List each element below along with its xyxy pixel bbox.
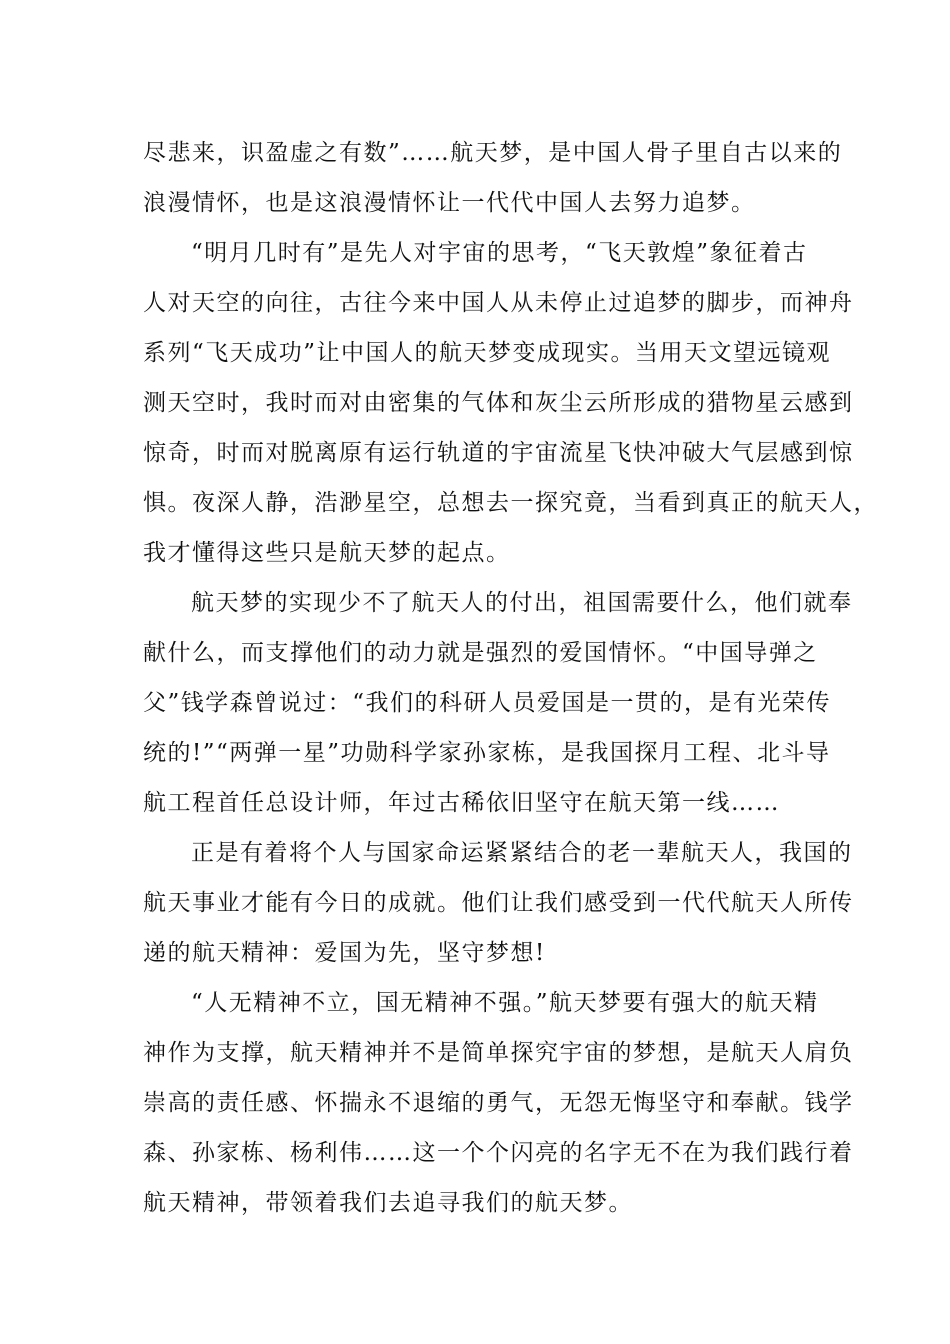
text-line: 人对天空的向往，古往今来中国人从未停止过追梦的脚步，而神舟 <box>143 290 854 316</box>
paragraph-4 <box>143 828 854 978</box>
text-line: 浪漫情怀，也是这浪漫情怀让一代代中国人去努力追梦。 <box>143 190 756 216</box>
text-line: 惊奇，时而对脱离原有运行轨道的宇宙流星飞快冲破大气层感到惊 <box>143 440 854 466</box>
text-line: “明月几时有”是先人对宇宙的思考，“飞天敦煌”象征着古 <box>191 240 808 266</box>
paragraph-2 <box>143 228 878 578</box>
text-line: 我才懂得这些只是航天梦的起点。 <box>143 540 511 566</box>
text-line: 航工程首任总设计师，年过古稀依旧坚守在航天第一线…… <box>143 790 780 816</box>
text-line: 航天梦的实现少不了航天人的付出，祖国需要什么，他们就奉 <box>191 590 853 616</box>
text-line: 统的!”“两弹一星”功勋科学家孙家栋，是我国探月工程、北斗导 <box>143 740 831 766</box>
text-line: 递的航天精神：爱国为先，坚守梦想! <box>143 940 546 966</box>
text-line: 正是有着将个人与国家命运紧紧结合的老一辈航天人，我国的 <box>191 840 853 866</box>
text-line: 崇高的责任感、怀揣永不退缩的勇气，无怨无悔坚守和奉献。钱学 <box>143 1090 854 1116</box>
paragraph-5 <box>143 978 854 1228</box>
paragraph-1 <box>143 128 843 228</box>
text-line: 测天空时，我时而对由密集的气体和灰尘云所形成的猎物星云感到 <box>143 390 854 416</box>
text-line: 父”钱学森曾说过：“我们的科研人员爱国是一贯的，是有光荣传 <box>143 690 832 716</box>
text-line: 航天事业才能有今日的成就。他们让我们感受到一代代航天人所传 <box>143 890 854 916</box>
text-line: 献什么，而支撑他们的动力就是强烈的爱国情怀。“中国导弹之 <box>143 640 818 666</box>
body-text <box>143 128 878 1228</box>
text-line: 森、孙家栋、杨利伟……这一个个闪亮的名字无不在为我们践行着 <box>143 1140 854 1166</box>
text-line: “人无精神不立，国无精神不强。”航天梦要有强大的航天精 <box>191 990 819 1016</box>
text-line: 航天精神，带领着我们去追寻我们的航天梦。 <box>143 1190 633 1216</box>
text-line: 惧。夜深人静，浩渺星空，总想去一探究竟，当看到真正的航天人， <box>143 490 878 516</box>
text-line: 系列“飞天成功”让中国人的航天梦变成现实。当用天文望远镜观 <box>143 340 832 366</box>
text-line: 尽悲来，识盈虚之有数”……航天梦，是中国人骨子里自古以来的 <box>143 140 843 166</box>
text-line: 神作为支撑，航天精神并不是简单探究宇宙的梦想，是航天人肩负 <box>143 1040 854 1066</box>
paragraph-3 <box>143 578 853 828</box>
